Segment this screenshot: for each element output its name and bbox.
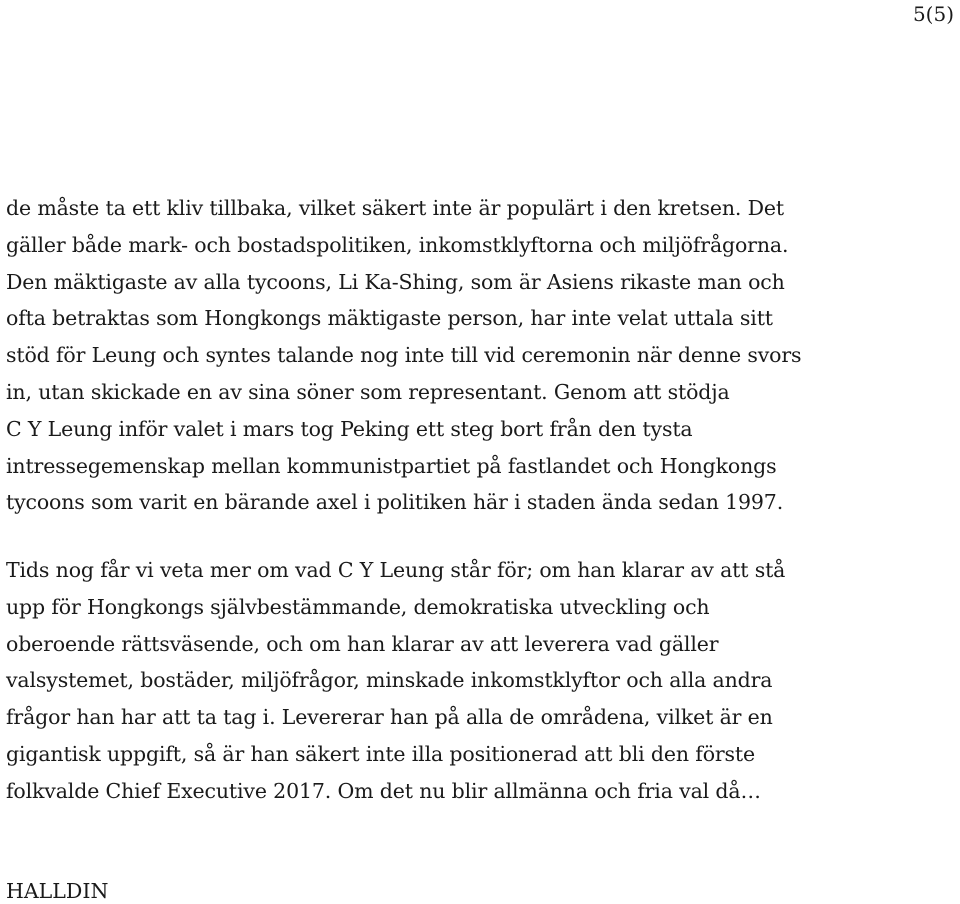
paragraph-1 — [6, 190, 956, 521]
text-line: in, utan skickade en av sina söner som representant. Genom att stödja — [6, 379, 730, 404]
text-line: folkvalde Chief Executive 2017. Om det nu blir allmänna och fria val då… — [6, 778, 761, 803]
text-line: upp för Hongkongs självbestämmande, demokratiska utveckling och — [6, 594, 710, 619]
text-line: frågor han har att ta tag i. Levererar han på alla de områdena, vilket är en — [6, 705, 773, 730]
text-line: stöd för Leung och syntes talande nog inte till vid ceremonin när denne svors — [6, 343, 802, 368]
author-signature: HALLDIN — [6, 879, 109, 903]
text-line: intressegemenskap mellan kommunistpartiet på fastlandet och Hongkongs — [6, 453, 777, 478]
text-line: tycoons som varit en bärande axel i politiken här i staden ända sedan 1997. — [6, 490, 784, 515]
text-line: gäller både mark- och bostadspolitiken, inkomstklyftorna och miljöfrågorna. — [6, 232, 789, 257]
text-line: ofta betraktas som Hongkongs mäktigaste person, har inte velat uttala sitt — [6, 306, 773, 331]
paragraph-2 — [6, 552, 956, 810]
text-line: gigantisk uppgift, så är han säkert inte illa positionerad att bli den förste — [6, 741, 755, 766]
text-line: de måste ta ett kliv tillbaka, vilket säkert inte är populärt i den kretsen. Det — [6, 196, 784, 220]
text-line: Den mäktigaste av alla tycoons, Li Ka-Shing, som är Asiens rikaste man och — [6, 269, 785, 294]
text-line: valsystemet, bostäder, miljöfrågor, minskade inkomstklyftor och alla andra — [6, 668, 773, 693]
text-line: C Y Leung inför valet i mars tog Peking ett steg bort från den tysta — [6, 416, 693, 441]
page-number: 5(5) — [912, 2, 954, 26]
text-line: Tids nog får vi veta mer om vad C Y Leung står för; om han klarar av att stå — [6, 558, 786, 582]
text-line: oberoende rättsväsende, och om han klarar av att leverera vad gäller — [6, 631, 719, 656]
